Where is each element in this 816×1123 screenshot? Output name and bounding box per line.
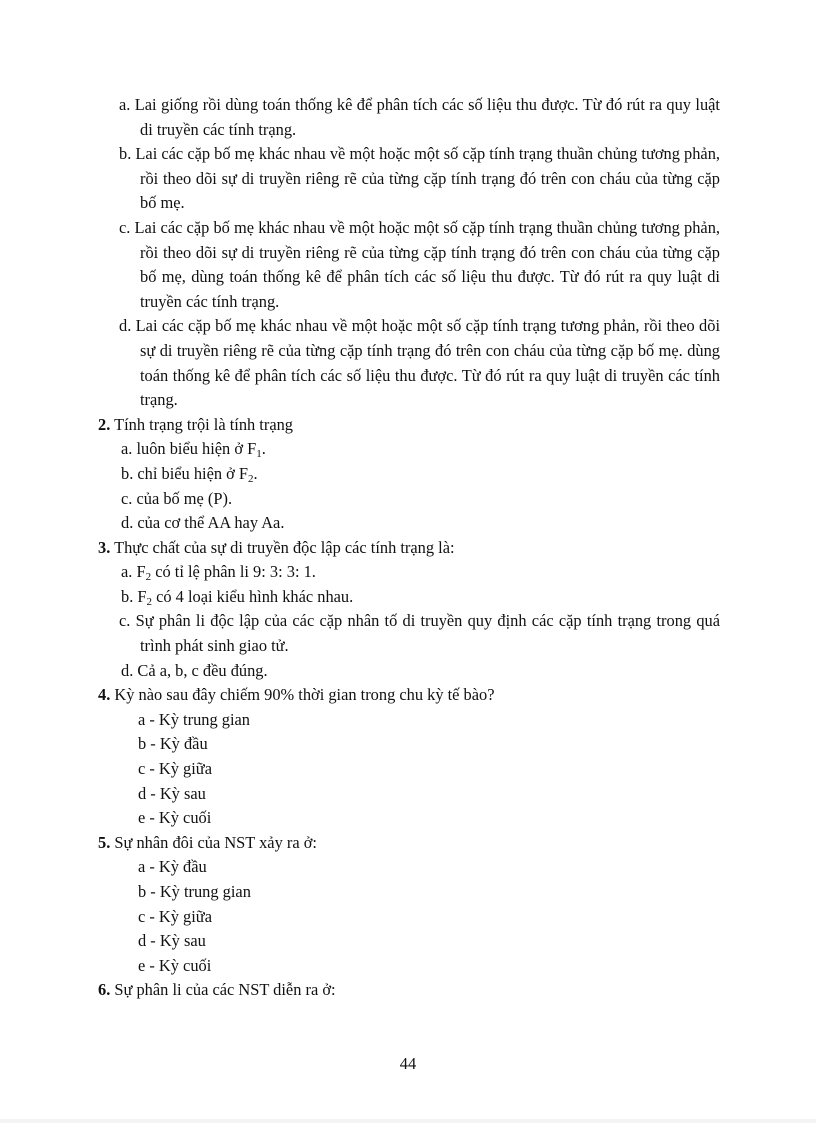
q5-option-d: d - Kỳ sau (138, 931, 206, 951)
question-number: 6. (98, 980, 111, 1000)
question-list (98, 93, 720, 1003)
page-bottom-edge (0, 1119, 816, 1123)
q3-option-a: a. $F_2$ có tỉ lệ phân li 9: 3: 3: 1. (121, 562, 316, 584)
question-6 (98, 978, 720, 1003)
q5-option-a: a - Kỳ đầu (138, 857, 207, 877)
q5-option-e: e - Kỳ cuối (138, 955, 212, 975)
question-4 (98, 683, 720, 708)
question-5 (98, 831, 720, 856)
question-3 (98, 536, 720, 561)
q1-option-a: a. Lai giống rồi dùng toán thống kê để phân tích các số liệu thu được. Từ đó rút ra quy luật di truyền các tính trạng. (119, 95, 720, 139)
question-text: Sự phân li của các NST diễn ra ở: (110, 980, 336, 1000)
q4-option-a: a - Kỳ trung gian (138, 709, 250, 729)
question-number: 5. (98, 832, 111, 852)
q4-option-b: b - Kỳ đầu (138, 734, 208, 754)
question-number: 4. (98, 685, 111, 705)
question-number: 2. (98, 414, 111, 434)
q3-option-b: b. $F_2$ có 4 loại kiểu hình khác nhau. (121, 586, 354, 608)
q3-option-c: c. Sự phân li độc lập của các cặp nhân tố di truyền quy định các cặp tính trạng trong quá trình phát sinh giao tử. (119, 611, 720, 656)
q3-option-d: d. Cả a, b, c đều đúng. (121, 660, 268, 680)
q4-option-d: d - Kỳ sau (138, 783, 206, 803)
q5-option-c: c - Kỳ giữa (138, 906, 212, 926)
q2-option-b: b. chỉ biểu hiện ở $F_2$. (121, 463, 258, 485)
q2-option-c: c. của bố mẹ (P). (121, 488, 233, 508)
question-text: Kỳ nào sau đây chiếm 90% thời gian trong chu kỳ tế bào? (110, 685, 495, 705)
question-text: Thực chất của sự di truyền độc lập các tính trạng là: (110, 537, 455, 557)
q2-option-a: a. luôn biểu hiện ở $F_1$. (121, 439, 266, 461)
q5-option-b: b - Kỳ trung gian (138, 882, 251, 901)
q1-option-b: b. Lai các cặp bố mẹ khác nhau về một hoặc một số cặp tính trạng thuần chủng tương phản, rồi theo dõi sự di truyền riêng rẽ của từng cặp tính trạng đó trên con cháu của từng cặp bố mẹ. (119, 144, 720, 213)
q4-option-e: e - Kỳ cuối (138, 808, 212, 828)
question-number: 3. (98, 537, 111, 557)
question-text: Sự nhân đôi của NST xảy ra ở: (110, 832, 317, 852)
q2-option-d: d. của cơ thể AA hay Aa. (121, 513, 285, 533)
page-number: 44 (399, 1054, 417, 1073)
question-2 (98, 413, 720, 438)
q1-option-d: d. Lai các cặp bố mẹ khác nhau về một hoặc một số cặp tính trạng tương phản, rồi theo dõi sự di truyền riêng rẽ của từng cặp tính trạng đó trên con cháu của từng cặp bố mẹ. dùng toán thống kê để phân tích các số liệu thu được. Từ đó rút ra quy luật di truyền các tính trạng. (119, 316, 720, 410)
q1-option-c: c. Lai các cặp bố mẹ khác nhau về một hoặc một số cặp tính trạng thuần chủng tương phản, rồi theo dõi sự di truyền riêng rẽ của từng cặp tính trạng đó trên con cháu của từng cặp bố mẹ, dùng toán thống kê để phân tích các số liệu thu được. Từ đó rút ra quy luật di truyền các tính trạng. (119, 217, 720, 311)
question-text: Tính trạng trội là tính trạng (110, 414, 293, 434)
q4-option-c: c - Kỳ giữa (138, 759, 212, 779)
